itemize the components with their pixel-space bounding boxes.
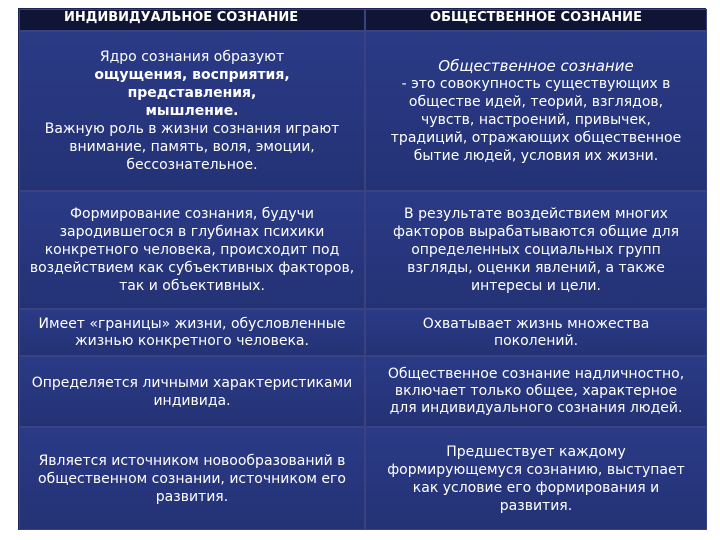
row4-left-line: Определяется личными характеристиками	[31, 374, 353, 391]
row2-right-line: В результате воздействием многих	[404, 206, 668, 222]
row4-right-line: включает только общее, характерное	[394, 383, 678, 399]
row5-right-line: формирующемуся сознанию, выступает	[387, 461, 685, 478]
row1-left-bold-line: мышление.	[145, 103, 239, 119]
row3-left-line: Имеет «границы» жизни, обусловленные	[38, 315, 346, 332]
row2-right-line: взгляды, оценки явлений, а также	[407, 260, 665, 276]
row3-right-line: поколений.	[493, 332, 579, 349]
row2-left-line: зародившегося в глубинах психики	[59, 224, 325, 240]
row1-right-line: чувств, настроений, привычек,	[421, 112, 651, 128]
row4-left-line: индивида.	[153, 392, 231, 409]
row2-left-line: воздействием как субъективных факторов,	[29, 260, 355, 276]
row5-right-line: Предшествует каждому	[446, 443, 626, 460]
row1-social-cell	[365, 31, 707, 191]
row1-left-outro-line: Важную роль в жизни сознания играют	[44, 121, 340, 137]
row3-individual-cell	[19, 309, 365, 356]
row1-individual-cell	[19, 31, 365, 191]
row5-left-line: Является источником новообразований в	[38, 452, 346, 469]
row5-individual-cell	[19, 427, 365, 530]
row5-left-line: развития.	[155, 488, 229, 505]
row2-left-line: конкретного человека, происходит под	[44, 242, 340, 258]
row5-social-cell	[365, 427, 707, 530]
row1-right-line: - это совокупность существующих в	[401, 76, 671, 92]
row2-left-line: так и объективных.	[119, 278, 265, 294]
row5-right-line: развития.	[499, 497, 573, 514]
row3-social-cell	[365, 309, 707, 356]
row3-right-line: Охватывает жизнь множества	[422, 315, 650, 332]
row2-right-line: интересы и цели.	[471, 278, 601, 294]
row3-left-line: жизнью конкретного человека.	[75, 332, 309, 349]
row4-right-line: Общественное сознание надличностно,	[387, 366, 685, 382]
row1-left-bold-line: представления,	[127, 85, 257, 101]
row4-social-cell	[365, 356, 707, 427]
row1-left-intro: Ядро сознания образуют	[99, 49, 285, 65]
row2-right-line: определенных социальных групп	[411, 242, 661, 258]
row1-right-line: бытие людей, условия их жизни.	[413, 148, 659, 164]
row1-left-bold-line: ощущения, восприятия,	[94, 67, 290, 83]
header-right-label: ОБЩЕСТВЕННОЕ СОЗНАНИЕ	[430, 10, 642, 25]
row1-right-term: Общественное сознание	[438, 57, 634, 75]
row5-left-line: общественном сознании, источником его	[38, 470, 346, 487]
header-left-label: ИНДИВИДУАЛЬНОЕ СОЗНАНИЕ	[64, 10, 299, 25]
header-social-consciousness	[365, 9, 707, 31]
row2-social-cell	[365, 191, 707, 309]
header-individual-consciousness	[19, 9, 365, 31]
row1-right-line: традиций, отражающих общественное	[390, 130, 682, 146]
row2-left-line: Формирование сознания, будучи	[69, 206, 315, 222]
row2-individual-cell	[19, 191, 365, 309]
row1-left-outro-line: внимание, память, воля, эмоции,	[69, 139, 315, 155]
row4-individual-cell	[19, 356, 365, 427]
row1-left-outro-line: бессознательное.	[126, 157, 258, 173]
comparison-table	[18, 8, 706, 530]
row2-right-line: факторов вырабатываются общие для	[392, 224, 679, 240]
row5-right-line: как условие его формирования и	[412, 479, 660, 496]
row1-right-line: обществе идей, теорий, взглядов,	[408, 94, 664, 110]
row4-right-line: для индивидуального сознания людей.	[389, 400, 683, 416]
